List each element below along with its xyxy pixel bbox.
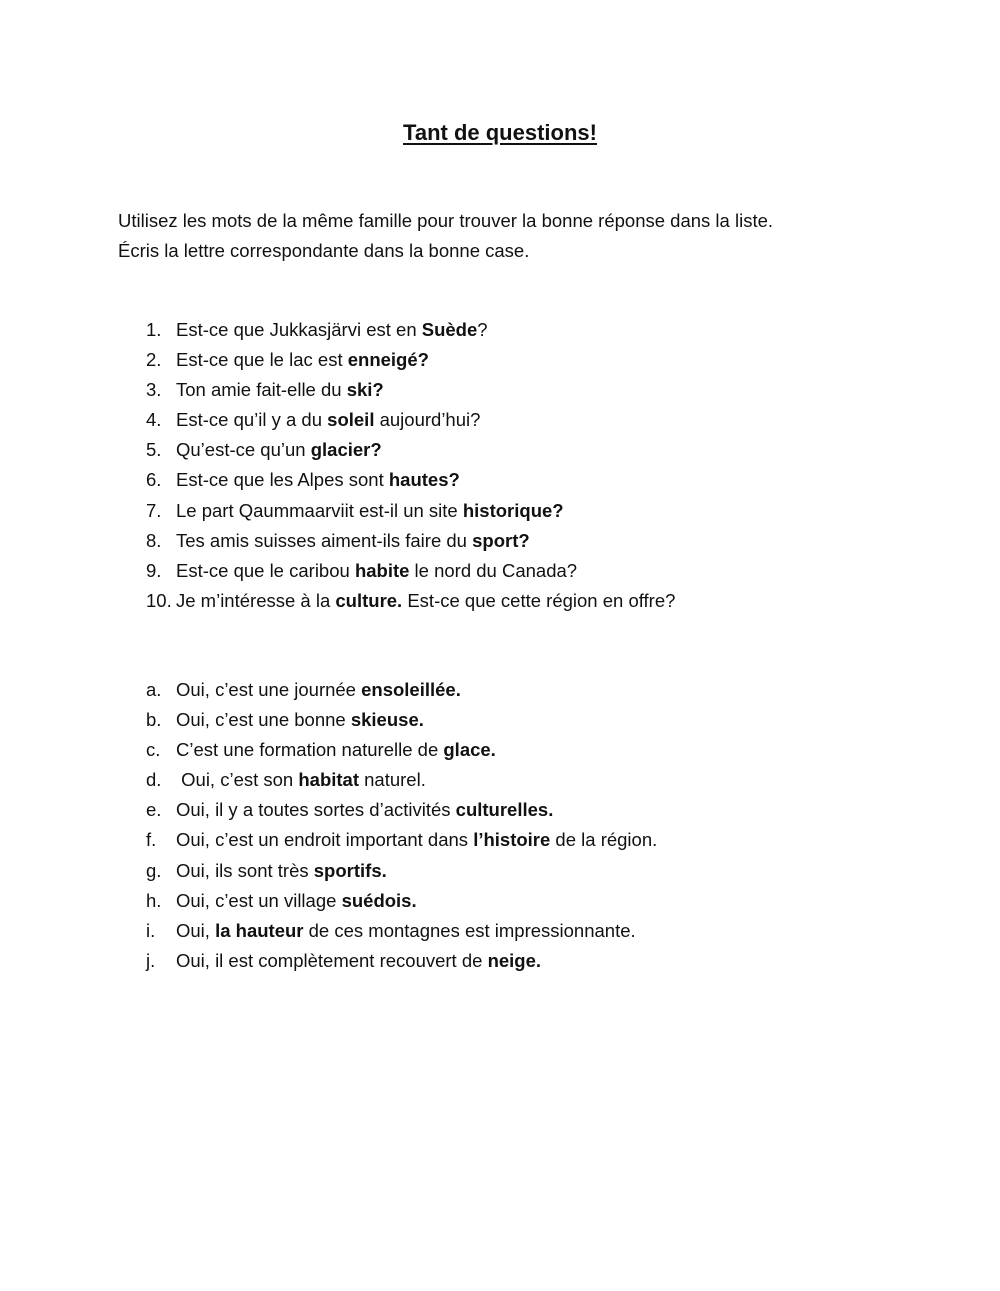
text-segment: Oui, il y a toutes sortes d’activités bbox=[176, 799, 456, 821]
answer-item bbox=[146, 795, 906, 825]
answer-text bbox=[176, 709, 424, 730]
keyword: habitat bbox=[298, 769, 359, 791]
answer-marker: g. bbox=[146, 859, 162, 881]
questions-list bbox=[146, 315, 906, 616]
instruction-line-2: Écris la lettre correspondante dans la bonne case. bbox=[118, 240, 530, 261]
text-segment: Oui, c’est une bonne bbox=[176, 709, 351, 731]
text-segment: le nord du Canada? bbox=[409, 559, 578, 581]
question-text bbox=[176, 500, 564, 521]
answer-marker: j. bbox=[146, 949, 156, 971]
question-item bbox=[146, 435, 906, 465]
keyword: sport? bbox=[472, 529, 530, 551]
question-text bbox=[176, 590, 675, 611]
keyword: sportifs. bbox=[313, 859, 387, 881]
answer-marker: f. bbox=[146, 829, 157, 851]
text-segment: Est-ce que le lac est bbox=[176, 349, 348, 371]
answer-marker: e. bbox=[146, 799, 162, 821]
question-text bbox=[176, 469, 460, 490]
text-segment: naturel. bbox=[359, 769, 426, 791]
text-segment: C’est une formation naturelle de bbox=[176, 739, 444, 761]
question-text bbox=[176, 439, 382, 460]
answer-item bbox=[146, 825, 906, 855]
keyword: glacier? bbox=[310, 439, 382, 461]
keyword: la hauteur bbox=[215, 919, 304, 941]
question-item bbox=[146, 345, 906, 375]
question-text bbox=[176, 409, 480, 430]
keyword: soleil bbox=[327, 409, 375, 431]
keyword: Suède bbox=[421, 319, 478, 340]
instructions bbox=[118, 206, 918, 266]
text-segment: aujourd’hui? bbox=[374, 409, 481, 431]
keyword: ensoleillée. bbox=[361, 679, 461, 700]
text-segment: ? bbox=[477, 319, 488, 340]
answer-marker: c. bbox=[146, 739, 161, 761]
question-item bbox=[146, 465, 906, 495]
answer-item bbox=[146, 735, 906, 765]
question-text bbox=[176, 379, 384, 400]
answer-item bbox=[146, 765, 906, 795]
answer-marker: h. bbox=[146, 889, 162, 911]
text-segment: Oui, bbox=[176, 919, 216, 941]
keyword: enneigé? bbox=[347, 349, 429, 371]
question-marker: 9. bbox=[146, 559, 162, 581]
page-title: Tant de questions! bbox=[403, 120, 597, 145]
question-item bbox=[146, 586, 906, 616]
text-segment: Qu’est-ce qu’un bbox=[176, 439, 311, 461]
question-text bbox=[176, 530, 530, 551]
question-item bbox=[146, 315, 906, 345]
keyword: hautes? bbox=[388, 469, 460, 491]
answer-text bbox=[176, 769, 426, 790]
keyword: historique? bbox=[462, 499, 564, 521]
answer-item bbox=[146, 705, 906, 735]
question-item bbox=[146, 496, 906, 526]
answer-text bbox=[176, 829, 657, 850]
text-segment: Tes amis suisses aiment-ils faire du bbox=[176, 529, 473, 551]
question-marker: 2. bbox=[146, 349, 162, 371]
keyword: ski? bbox=[346, 379, 384, 401]
text-segment: Oui, c’est une journée bbox=[176, 679, 362, 700]
text-segment: Je m’intéresse à la bbox=[176, 589, 336, 611]
answer-marker: b. bbox=[146, 709, 162, 731]
text-segment: Est-ce que les Alpes sont bbox=[176, 469, 389, 491]
text-segment: Oui, c’est un village bbox=[176, 889, 342, 911]
answer-text bbox=[176, 860, 387, 881]
question-item bbox=[146, 375, 906, 405]
keyword: culturelles. bbox=[455, 799, 554, 821]
answer-marker: d. bbox=[146, 769, 162, 791]
answer-item bbox=[146, 886, 906, 916]
question-marker: 10. bbox=[146, 589, 172, 611]
answer-marker: a. bbox=[146, 679, 162, 700]
answer-text bbox=[176, 920, 636, 941]
question-marker: 3. bbox=[146, 379, 162, 401]
answer-item bbox=[146, 856, 906, 886]
question-item bbox=[146, 526, 906, 556]
question-item bbox=[146, 405, 906, 435]
question-marker: 5. bbox=[146, 439, 162, 461]
answer-text bbox=[176, 950, 541, 971]
keyword: l’histoire bbox=[473, 829, 551, 851]
answer-item bbox=[146, 675, 906, 705]
text-segment: de la région. bbox=[550, 829, 658, 851]
answer-marker: i. bbox=[146, 919, 156, 941]
answer-item bbox=[146, 916, 906, 946]
text-segment: Oui, ils sont très bbox=[176, 859, 314, 881]
text-segment: Oui, il est complètement recouvert de bbox=[176, 949, 488, 971]
keyword: glace. bbox=[443, 739, 496, 761]
question-text bbox=[176, 349, 429, 370]
keyword: suédois. bbox=[341, 889, 417, 911]
text-segment: Ton amie fait-elle du bbox=[176, 379, 347, 401]
answers-list bbox=[146, 675, 906, 976]
answer-text bbox=[176, 890, 417, 911]
text-segment: de ces montagnes est impressionnante. bbox=[303, 919, 636, 941]
question-marker: 4. bbox=[146, 409, 162, 431]
text-segment: Oui, c’est son bbox=[176, 769, 299, 791]
text-segment: Est-ce que cette région en offre? bbox=[402, 589, 676, 611]
question-item bbox=[146, 556, 906, 586]
answer-text bbox=[176, 679, 461, 700]
question-text bbox=[176, 319, 488, 340]
text-segment: Est-ce que le caribou bbox=[176, 559, 355, 581]
question-marker: 7. bbox=[146, 499, 162, 521]
keyword: neige. bbox=[487, 949, 542, 971]
instruction-line-1: Utilisez les mots de la même famille pour trouver la bonne réponse dans la liste. bbox=[118, 210, 774, 231]
answer-text bbox=[176, 739, 496, 760]
keyword: habite bbox=[354, 559, 410, 581]
keyword: culture. bbox=[335, 589, 403, 611]
text-segment: Le part Qaummaarviit est-il un site bbox=[176, 499, 463, 521]
keyword: skieuse. bbox=[350, 709, 424, 731]
question-marker: 6. bbox=[146, 469, 162, 491]
text-segment: Est-ce qu’il y a du bbox=[176, 409, 328, 431]
question-text bbox=[176, 560, 577, 581]
answer-text bbox=[176, 799, 553, 820]
text-segment: Oui, c’est un endroit important dans bbox=[176, 829, 474, 851]
question-marker: 8. bbox=[146, 529, 162, 551]
question-marker: 1. bbox=[146, 319, 162, 340]
answer-item bbox=[146, 946, 906, 976]
text-segment: Est-ce que Jukkasjärvi est en bbox=[176, 319, 422, 340]
